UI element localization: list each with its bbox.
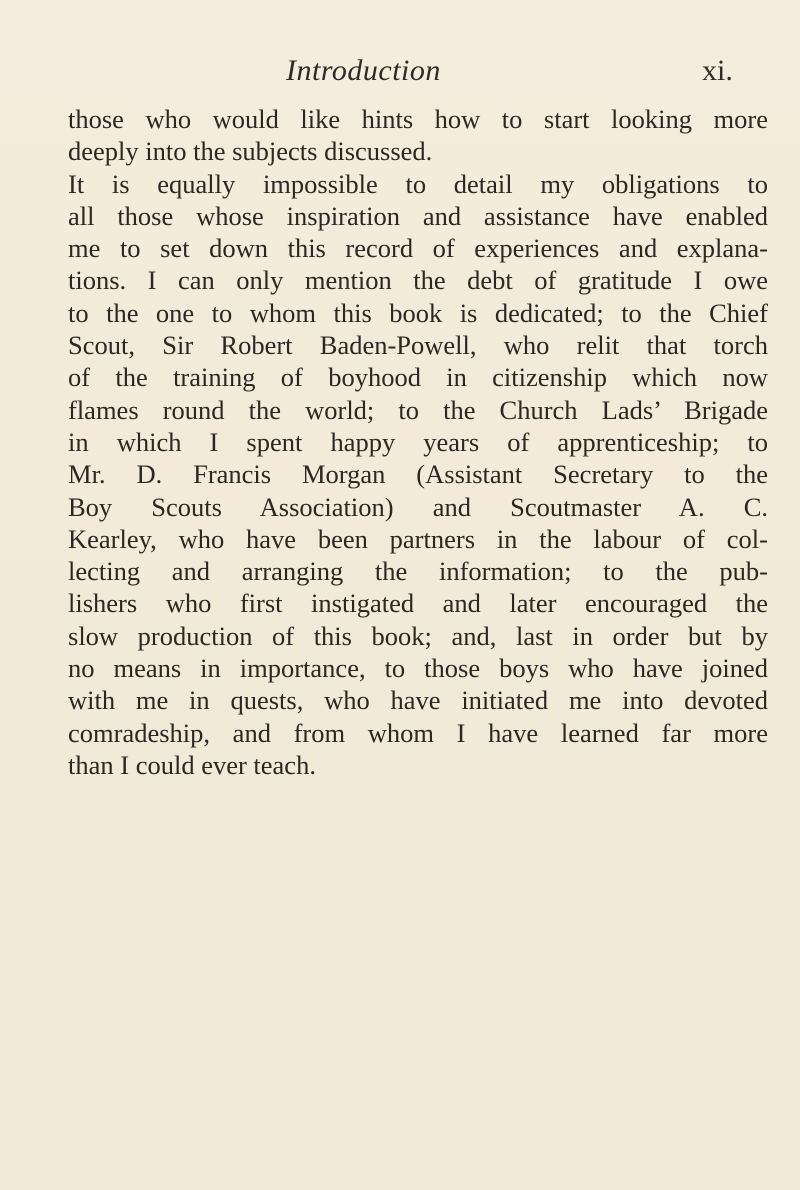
- text-line: to the one to whom this book is dedicated; to the Chief: [68, 297, 768, 328]
- text-line: Mr. D. Francis Morgan (Assistant Secretary to the: [68, 459, 768, 490]
- text-line: me to set down this record of experiences and explana-: [68, 233, 768, 264]
- text-line: Boy Scouts Association) and Scoutmaster A. C.: [68, 491, 768, 522]
- text-line: than I could ever teach.: [68, 749, 316, 780]
- text-line: of the training of boyhood in citizenship which now: [68, 362, 768, 393]
- text-line: no means in importance, to those boys who have joined: [68, 653, 768, 684]
- text-line: with me in quests, who have initiated me into devoted: [68, 685, 768, 716]
- text-line: all those whose inspiration and assistance have enabled: [68, 200, 768, 231]
- running-title: Introduction: [286, 54, 441, 87]
- text-line: deeply into the subjects discussed.: [68, 136, 433, 167]
- page-number: xi.: [702, 54, 733, 87]
- text-line: lishers who first instigated and later encouraged the: [68, 588, 768, 619]
- paragraph-start-line: It is equally impossible to detail my obligations to: [68, 168, 768, 199]
- body-text: [68, 103, 768, 781]
- text-line: tions. I can only mention the debt of gratitude I owe: [68, 265, 768, 296]
- text-line: Scout, Sir Robert Baden-Powell, who relit that torch: [68, 330, 768, 361]
- running-head: [0, 54, 800, 94]
- text-line: Kearley, who have been partners in the labour of col-: [68, 523, 768, 554]
- text-line: comradeship, and from whom I have learned far more: [68, 717, 768, 748]
- text-line: slow production of this book; and, last in order but by: [68, 620, 768, 651]
- text-line: flames round the world; to the Church Lads’ Brigade: [68, 394, 768, 425]
- text-line: lecting and arranging the information; to the pub-: [68, 556, 768, 587]
- text-line: in which I spent happy years of apprenticeship; to: [68, 426, 768, 457]
- text-line: those who would like hints how to start looking more: [68, 104, 768, 134]
